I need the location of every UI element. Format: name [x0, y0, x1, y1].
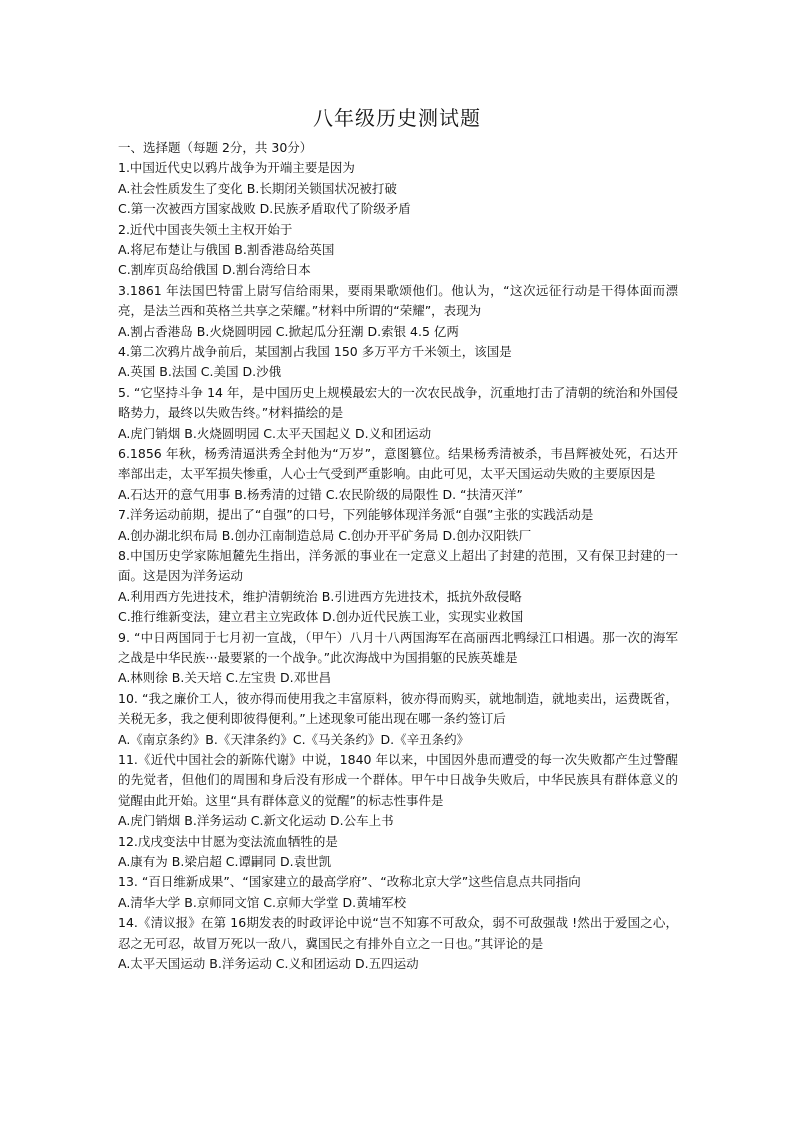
question-stem: 14.《清议报》在第 16期发表的时政评论中说“岂不知寡不可敌众，弱不可敌强哉 !然出于爱国之心，忍之无可忍，故冒万死以一敌八，冀国民之有排外自立之一日也。”其评论的是 — [118, 915, 678, 951]
question-2 — [118, 220, 678, 281]
question-options: A.虎门销烟 B.火烧圆明园 C.太平天国起义 D.义和团运动 — [118, 425, 432, 441]
question-stem: 11.《近代中国社会的新陈代谢》中说，1840 年以来，中国因外患而遭受的每一次失败都产生过警醒的先觉者，但他们的周围和身后没有形成一个群体。甲午中日战争失败后，中华民族具有群体意义的觉醒由此开始。这里“具有群体意义的觉醒”的标志性事件是 — [118, 751, 678, 808]
question-options: A.虎门销烟 B.洋务运动 C.新文化运动 D.公车上书 — [118, 813, 394, 829]
question-3 — [118, 281, 678, 342]
section-heading: 一、选择题（每题 2分，共 30分） — [118, 140, 313, 155]
question-options: A.林则徐 B.关天培 C.左宝贵 D.邓世昌 — [118, 670, 332, 686]
question-10 — [118, 689, 678, 750]
question-options: A.石达开的意气用事 B.杨秀清的过错 C.农民阶级的局限性 D. “扶清灭洋” — [118, 486, 523, 502]
question-stem: 4.第二次鸦片战争前后，某国割占我国 150 多万平方千米领土，该国是 — [118, 343, 512, 359]
question-options: A.割占香港岛 B.火烧圆明园 C.掀起瓜分狂潮 D.索银 4.5 亿两 — [118, 323, 459, 339]
question-4 — [118, 342, 678, 383]
question-options: A.康有为 B.梁启超 C.谭嗣同 D.袁世凯 — [118, 853, 332, 869]
question-7 — [118, 505, 678, 546]
question-stem: 9. “中日两国同于七月初一宣战，（甲午）八月十八两国海军在高丽西北鸭绿江口相遇。那一次的海军之战是中华民族···最要紧的一个战争。”此次海战中为国捐躯的民族英雄是 — [118, 629, 678, 665]
question-stem: 2.近代中国丧失领土主权开始于 — [118, 221, 293, 237]
question-1 — [118, 158, 678, 219]
question-stem: 5. “它坚持斗争 14 年，是中国历史上规模最宏大的一次农民战争，沉重地打击了清朝的统治和外国侵略势力，最终以失败告终。”材料描绘的是 — [118, 384, 678, 421]
question-stem: 12.戊戌变法中甘愿为变法流血牺牲的是 — [118, 833, 338, 849]
question-options: C.割库页岛给俄国 D.割台湾给日本 — [118, 262, 311, 278]
question-stem: 8.中国历史学家陈旭麓先生指出，洋务派的事业在一定意义上超出了封建的范围，又有保卫封建的一面。这是因为洋务运动 — [118, 547, 678, 584]
page-title: 八年级历史测试题 — [313, 106, 481, 130]
question-options: C.第一次被西方国家战败 D.民族矛盾取代了阶级矛盾 — [118, 201, 411, 217]
question-9 — [118, 628, 678, 689]
question-stem: 7.洋务运动前期，提出了“自强”的口号，下列能够体现洋务派“自强”主张的实践活动是 — [118, 507, 594, 523]
question-options: C.推行维新变法，建立君主立宪政体 D.创办近代民族工业，实现实业救国 — [118, 609, 524, 625]
question-options: A.英国 B.法国 C.美国 D.沙俄 — [118, 364, 282, 380]
question-13 — [118, 872, 678, 913]
question-options: A.利用西方先进技术，维护清朝统治 B.引进西方先进技术，抵抗外敌侵略 — [118, 588, 522, 604]
question-stem: 1.中国近代史以鸦片战争为开端主要是因为 — [118, 160, 355, 176]
question-stem: 13. “百日维新成果”、“国家建立的最高学府”、“改称北京大学”这些信息点共同指向 — [118, 874, 581, 890]
question-stem: 6.1856 年秋，杨秀清逼洪秀全封他为“万岁”，意图篡位。结果杨秀清被杀，韦昌辉被处死，石达开率部出走，太平军损失惨重，人心士气受到严重影响。由此可见，太平天国运动失败的主要原因是 — [118, 445, 678, 482]
question-list — [118, 138, 678, 974]
question-14 — [118, 913, 678, 974]
question-5 — [118, 383, 678, 444]
question-options: A.太平天国运动 B.洋务运动 C.义和团运动 D.五四运动 — [118, 955, 419, 971]
question-stem: 10. “我之廉价工人，彼亦得而使用我之丰富原料，彼亦得而购买，就地制造，就地卖出，运费既省，关税无多，我之便利即彼得便利。”上述现象可能出现在哪一条约签订后 — [118, 690, 678, 727]
question-options: A.将尼布楚让与俄国 B.割香港岛给英国 — [118, 241, 335, 257]
question-options: A.《南京条约》B.《天津条约》C.《马关条约》D.《辛丑条约》 — [118, 731, 470, 747]
question-options: A.创办湖北织布局 B.创办江南制造总局 C.创办开平矿务局 D.创办汉阳铁厂 — [118, 527, 532, 543]
question-6 — [118, 444, 678, 505]
question-8 — [118, 546, 678, 628]
question-options: A.社会性质发生了变化 B.长期闭关锁国状况被打破 — [118, 180, 397, 196]
question-12 — [118, 832, 678, 873]
question-stem: 3.1861 年法国巴特雷上尉写信给雨果，要雨果歌颂他们。他认为，“这次远征行动是干得体面而漂亮，是法兰西和英格兰共享之荣耀。”材料中所谓的“荣耀”，表现为 — [118, 282, 678, 319]
question-options: A.清华大学 B.京师同文馆 C.京师大学堂 D.黄埔军校 — [118, 894, 407, 910]
question-11 — [118, 750, 678, 832]
